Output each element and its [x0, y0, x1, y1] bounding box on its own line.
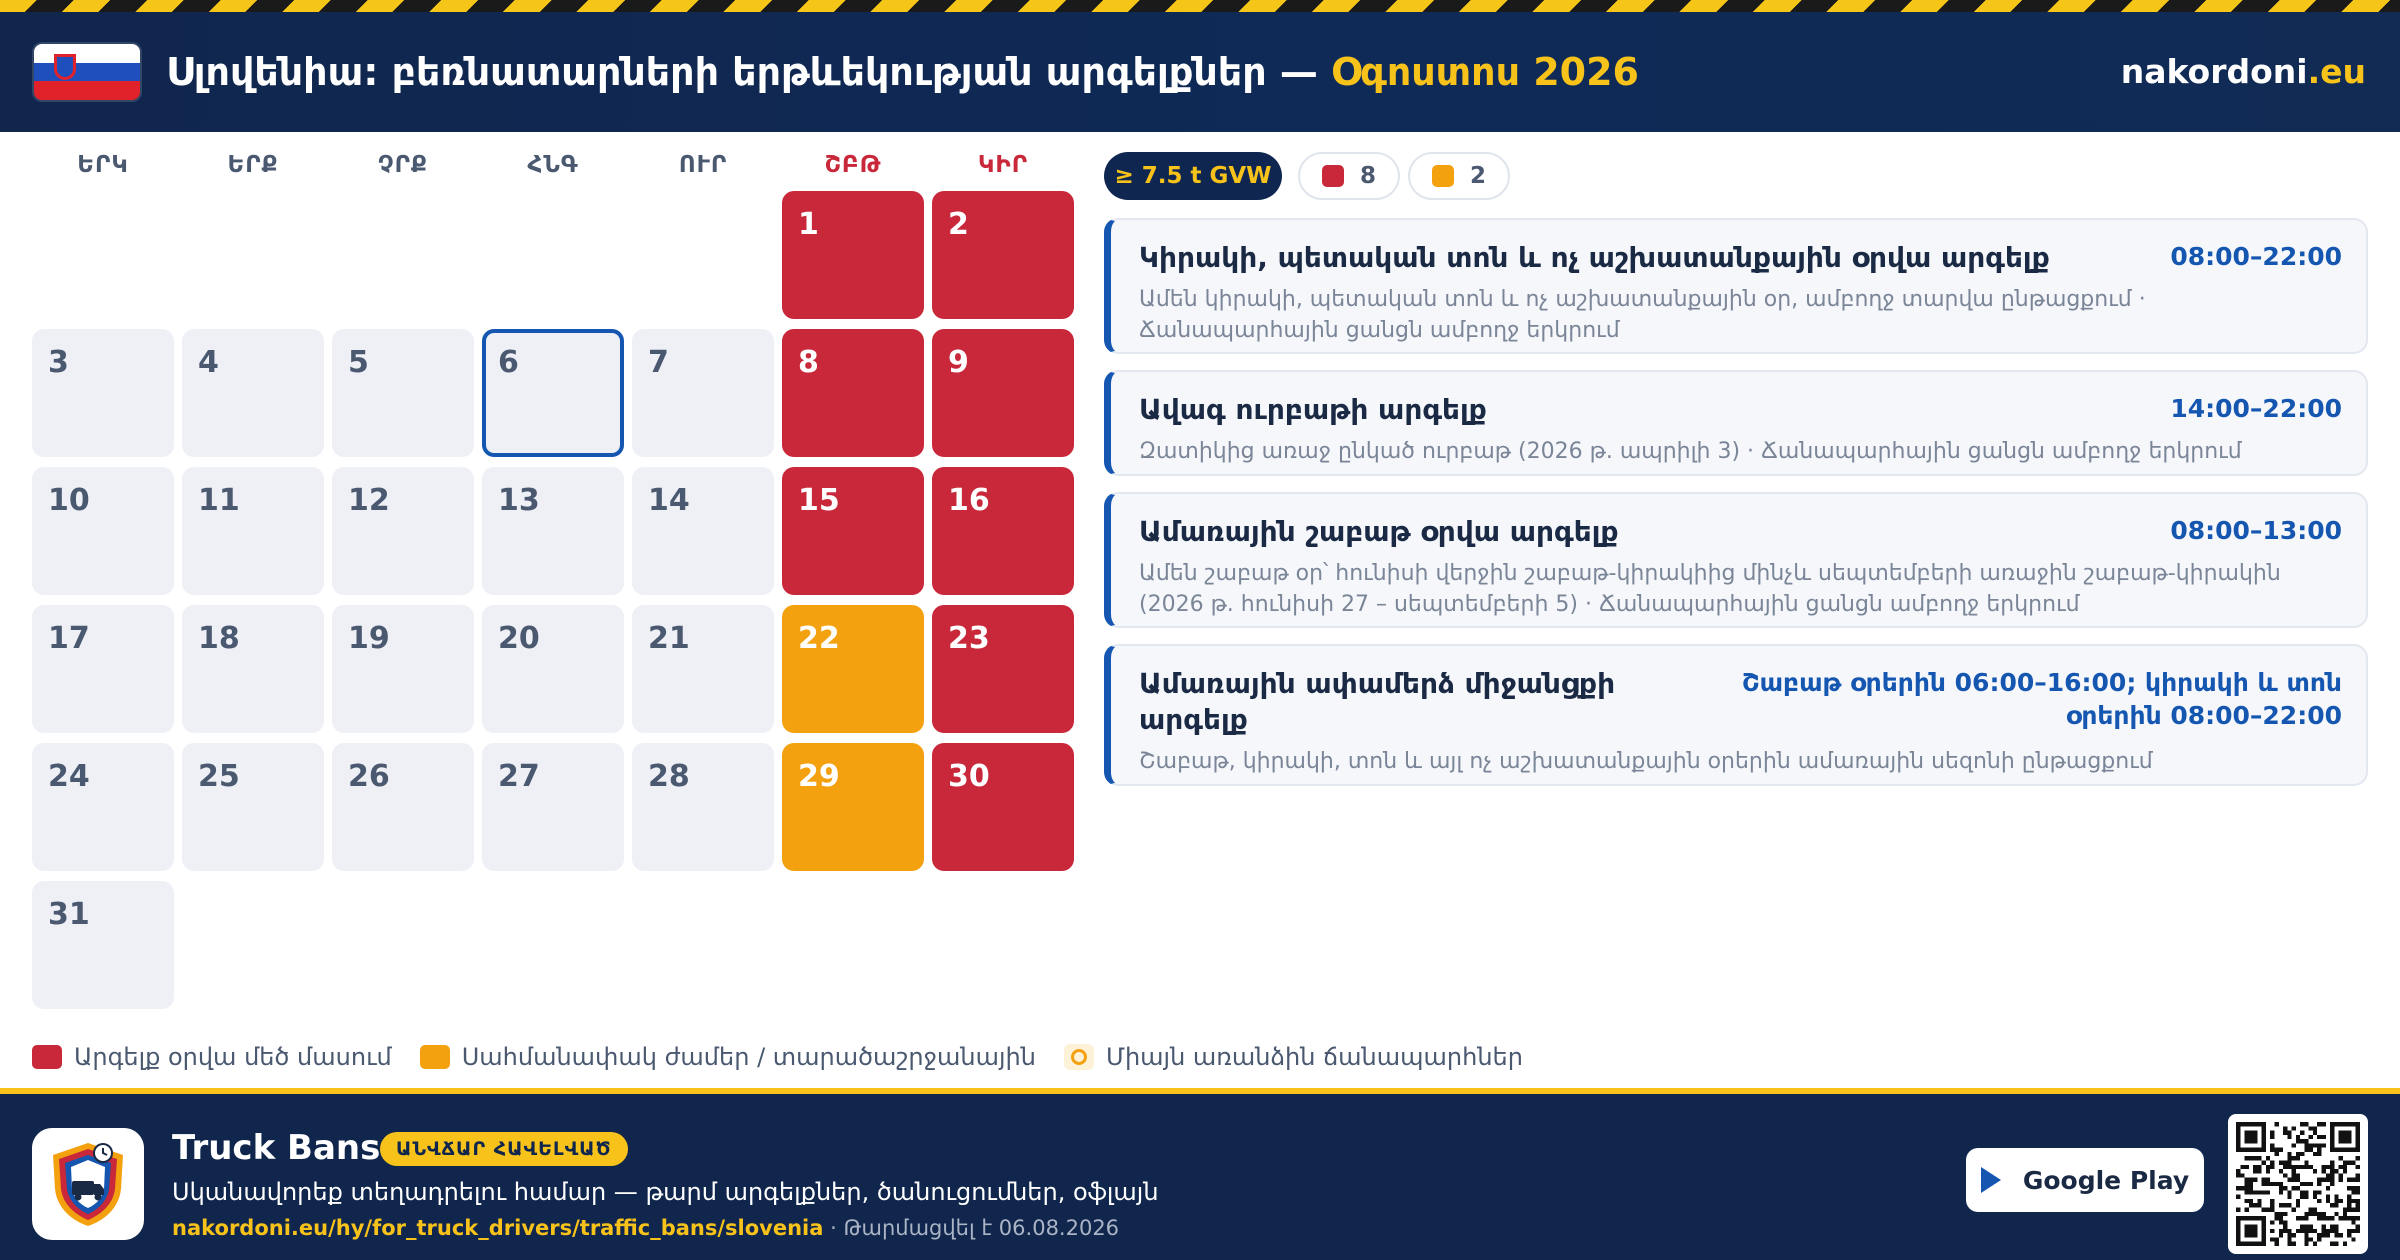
red-count-chip: [1298, 152, 1400, 200]
rule-description: Ամեն շաբաթ օր՝ հունիսի վերջին շաբաթ-կիրակիից մինչև սեպտեմբերի առաջին շաբաթ-կիրակին (2026 թ. հունիսի 27 – սեպտեմբերի 5) · Ճանապարհային ցանցն ամբողջ երկրում: [1139, 561, 2281, 617]
hazard-stripe: [0, 0, 2400, 12]
ring-icon: [1064, 1044, 1094, 1070]
updated-date: · Թարմացվել է 06.08.2026: [823, 1216, 1120, 1240]
calendar-day[interactable]: 10: [32, 467, 174, 595]
calendar-day[interactable]: 30: [932, 743, 1074, 871]
rule-title: Կիրակի, պետական տոն և ոչ աշխատանքային օրվա արգելք: [1139, 241, 2050, 274]
calendar-day[interactable]: 21: [632, 605, 774, 733]
orange-square-icon: [1432, 165, 1454, 187]
calendar-day[interactable]: 7: [632, 329, 774, 457]
app-tagline: Սկանավորեք տեղադրելու համար — թարմ արգելքներ, ծանուցումներ, օֆլայն: [172, 1178, 1159, 1206]
calendar-day[interactable]: 12: [332, 467, 474, 595]
calendar-day[interactable]: 18: [182, 605, 324, 733]
app-url-link[interactable]: nakordoni.eu/hy/for_truck_drivers/traffic_bans/slovenia: [172, 1216, 824, 1240]
calendar-day[interactable]: 13: [482, 467, 624, 595]
truck-shield-icon[interactable]: [32, 1128, 144, 1240]
red-count: 8: [1360, 163, 1377, 189]
rule-time: 08:00–13:00: [2170, 516, 2342, 545]
rule-card-coastal-corridor[interactable]: [1104, 644, 2368, 786]
page-title-month: Օգոստոս 2026: [1331, 50, 1639, 94]
google-play-button[interactable]: Google Play: [1966, 1148, 2204, 1212]
orange-count-chip: [1408, 152, 1510, 200]
calendar-day[interactable]: 24: [32, 743, 174, 871]
calendar-day[interactable]: 20: [482, 605, 624, 733]
legend: [32, 1043, 1551, 1071]
rule-description: Զատիկից առաջ ընկած ուրբաթ (2026 թ. ապրիլի 3) · Ճանապարհային ցանցն ամբողջ երկրում: [1139, 439, 2242, 464]
calendar-day[interactable]: 17: [32, 605, 174, 733]
weekday-label: ՀՆԳ: [527, 152, 579, 178]
calendar-day[interactable]: 5: [332, 329, 474, 457]
calendar-day[interactable]: 19: [332, 605, 474, 733]
calendar-day[interactable]: 14: [632, 467, 774, 595]
rule-title: Ավագ ուրբաթի արգելք: [1139, 393, 1487, 426]
weekday-label: ԿԻՐ: [977, 152, 1029, 178]
calendar-day[interactable]: 1: [782, 191, 924, 319]
rule-description: Շաբաթ, կիրակի, տոն և այլ ոչ աշխատանքային օրերին ամառային սեզոնի ընթացքում: [1139, 749, 2153, 774]
red-square-icon: [1322, 165, 1344, 187]
calendar-day[interactable]: 29: [782, 743, 924, 871]
calendar-day[interactable]: 26: [332, 743, 474, 871]
calendar-day[interactable]: 2: [932, 191, 1074, 319]
rule-card-summer-saturday[interactable]: [1104, 492, 2368, 628]
free-app-badge: ԱՆՎՃԱՐ ՀԱՎԵԼՎԱԾ: [380, 1132, 628, 1166]
calendar-day[interactable]: 16: [932, 467, 1074, 595]
rule-time: 08:00–22:00: [2170, 242, 2342, 271]
rule-title: Ամառային ափամերձ միջանցքի արգելք: [1139, 667, 1616, 736]
calendar-day[interactable]: 23: [932, 605, 1074, 733]
orange-count: 2: [1470, 163, 1487, 189]
app-url-line: [172, 1216, 1119, 1240]
qr-code-icon[interactable]: [2228, 1114, 2368, 1254]
calendar-day[interactable]: 9: [932, 329, 1074, 457]
weekday-label: ՈՒՐ: [678, 152, 728, 178]
weekday-label: ՉՐՔ: [378, 152, 428, 178]
calendar-day[interactable]: 28: [632, 743, 774, 871]
calendar-day[interactable]: 4: [182, 329, 324, 457]
header-bar: [0, 12, 2400, 132]
calendar-day[interactable]: 25: [182, 743, 324, 871]
app-name: Truck Bans: [172, 1128, 381, 1168]
weekday-label: ԵՐՔ: [227, 152, 279, 178]
rule-time: Շաբաթ օրերին 06:00–16:00; կիրակի և տոն օրերին 08:00–22:00: [1741, 668, 2342, 730]
calendar-day[interactable]: 11: [182, 467, 324, 595]
calendar-day[interactable]: 3: [32, 329, 174, 457]
legend-item-ring: Միայն առանձին ճանապարհներ: [1064, 1043, 1523, 1071]
calendar-day[interactable]: 15: [782, 467, 924, 595]
rule-time: 14:00–22:00: [2170, 394, 2342, 423]
orange-square-icon: [420, 1045, 450, 1069]
calendar-day[interactable]: 8: [782, 329, 924, 457]
weekday-label: ՇԲԹ: [824, 152, 882, 178]
weekday-label: ԵՐԿ: [77, 152, 129, 178]
brand-logo[interactable]: nakordoni.eu: [2120, 52, 2366, 91]
calendar-day[interactable]: 27: [482, 743, 624, 871]
rule-description: Ամեն կիրակի, պետական տոն և ոչ աշխատանքային օր, ամբողջ տարվա ընթացքում · Ճանապարհային ցանցն ամբողջ երկրում: [1139, 287, 2146, 343]
gvw-filter-chip[interactable]: ≥ 7.5 t GVW: [1104, 152, 1282, 200]
rule-title: Ամառային շաբաթ օրվա արգելք: [1139, 515, 1619, 548]
rule-card-good-friday[interactable]: [1104, 370, 2368, 476]
calendar-day[interactable]: 31: [32, 881, 174, 1009]
page-title: Սլովենիա: բեռնատարների երթևեկության արգելքներ — Օգոստոս 2026: [166, 50, 1639, 94]
footer-promo: [0, 1088, 2400, 1260]
legend-item-orange: Սահմանափակ ժամեր / տարածաշրջանային: [420, 1043, 1036, 1071]
play-icon: [1981, 1167, 2001, 1193]
calendar-day[interactable]: 22: [782, 605, 924, 733]
slovenia-flag-icon: [34, 44, 140, 100]
legend-item-red: Արգելք օրվա մեծ մասում: [32, 1043, 392, 1071]
calendar-day-today[interactable]: 6: [482, 329, 624, 457]
red-square-icon: [32, 1045, 62, 1069]
rule-card-sunday[interactable]: [1104, 218, 2368, 354]
